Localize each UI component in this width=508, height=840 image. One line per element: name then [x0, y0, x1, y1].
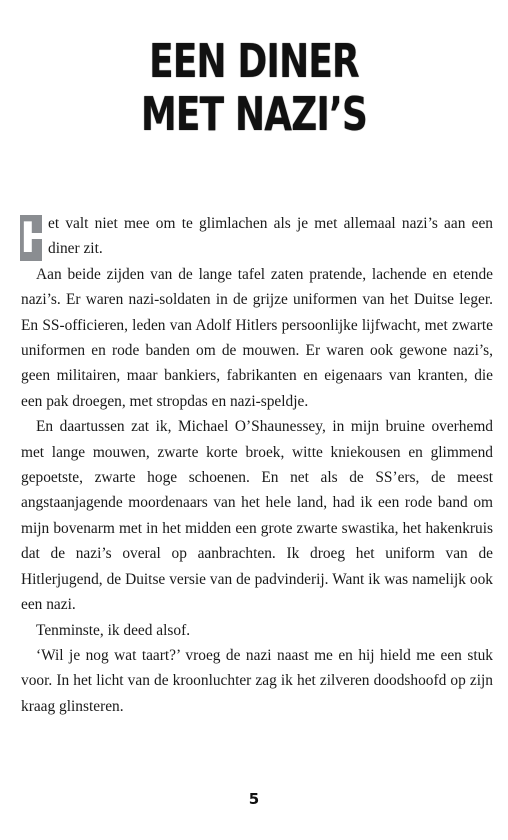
chapter-title-line-2: MET NAZI’S [140, 86, 368, 141]
paragraph-4: Tenminste, ik deed alsof. [36, 621, 191, 639]
drop-cap: H [20, 213, 56, 262]
page-number: 5 [248, 790, 260, 808]
paragraph-3: En daartussen zat ik, Michael O’Shaunessey, in mijn bruine overhemd met lange mouwen, zwarte korte broek, witte kniekousen en glimmend gepoetste, zwarte hoge schoenen. En net als de SS’ers, de meest angstaanjagende moordenaars van het hele land, had ik een rode band om mijn bovenarm met in het midden een grote zwarte swastika, het hakenkruis dat de nazi’s overal op aanbrachten. Ik droeg het uniform van de Hitlerjugend, de Duitse versie van de padvinderij. Want ik was namelijk ook een nazi. [21, 418, 493, 614]
paragraph-1-text: et valt niet mee om te glimlachen als je met allemaal nazi’s aan een diner zit. [48, 215, 493, 258]
body-text [21, 211, 493, 719]
paragraph-2: Aan beide zijden van de lange tafel zaten pratende, lachende en etende nazi’s. Er waren nazi-soldaten in de grijze uniformen van het Duitse leger. En SS-officieren, leden van Adolf Hitlers persoonlijke lijfwacht, met zwarte uniformen en rode banden om de mouwen. Er waren ook gewone nazi’s, geen militairen, maar bankiers, fabrikanten en eigenaars van kranten, die een pak droegen, met stropdas en nazi-speldje. [21, 265, 493, 410]
paragraph-5: ‘Wil je nog wat taart?’ vroeg de nazi naast me en hij hield me een stuk voor. In het licht van de kroonluchter zag ik het zilveren doodshoofd op zijn kraag glinsteren. [21, 646, 493, 715]
paragraph-1 [21, 211, 493, 262]
chapter-title [56, 35, 452, 141]
chapter-title-line-1: EEN DINER [149, 33, 359, 88]
